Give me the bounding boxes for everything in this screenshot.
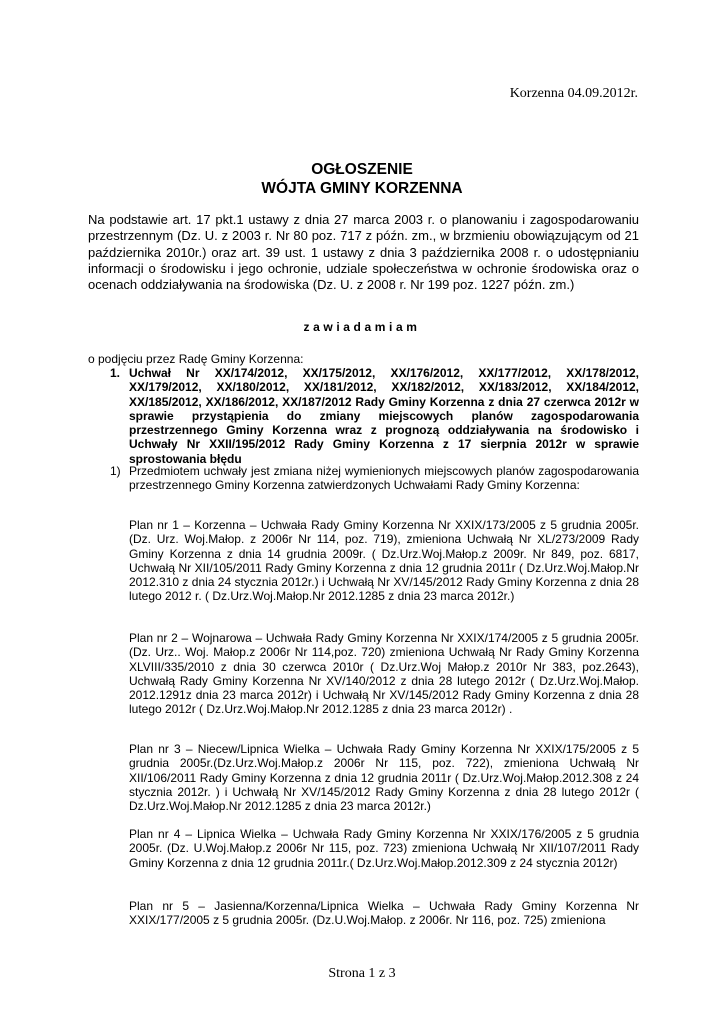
page-number: Strona 1 z 3 — [328, 966, 396, 981]
plan-paragraph-2: Plan nr 2 – Wojnarowa – Uchwała Rady Gminy Korzenna Nr XXIX/174/2005 z 5 grudnia 2005r. (Dz. Urz.. Woj. Małop.z 2006r Nr 114,poz. 720) zmieniona Uchwałą Nr Rady Gminy Korzenna XLVIII/335/2010 z dnia 30 czerwca 2010r ( Dz.Urz.Woj Małop.z 2010r Nr 383, poz.2643), Uchwałą Rady Gminy Korzenna Nr XV/140/2012 z dnia 28 lutego 2012r ( Dz.Urz.Woj.Małop. 2012.1291z dnia 23 marca 2012r) i Uchwałą Nr XV/145/2012 Rady Gminy Korzenna z dnia 28 lutego 2012r ( Dz.Urz.Woj.Małop.Nr 2012.1285 z dnia 23 marca 2012r) . — [129, 631, 639, 717]
list-item-1-number: 1. — [110, 366, 121, 380]
plan-paragraph-1: Plan nr 1 – Korzenna – Uchwała Rady Gminy Korzenna Nr XXIX/173/2005 z 5 grudnia 2005r. (Dz. Urz. Woj.Małop. z 2006r Nr 114, poz. 719), zmieniona Uchwałą Nr XL/273/2009 Rady Gminy Korzenna z dnia 14 grudnia 2009r. ( Dz.Urz.Woj.Małop.z 2009r. Nr 849, poz. 6817, Uchwałą Nr XII/105/2011 Rady Gminy Korzenna z dnia 12 grudnia 2011r ( Dz.Urz.Woj.Małop.Nr 2012.310 z dnia 24 stycznia 2012r.) i Uchwałą Nr XV/145/2012 Rady Gminy Korzenna z dnia 28 lutego 2012 r. ( Dz.Urz.Woj.Małop.Nr 2012.1285 z dnia 23 marca 2012r.) — [129, 518, 639, 604]
list-item-1-text: Uchwał Nr XX/174/2012, XX/175/2012, XX/176/2012, XX/177/2012, XX/178/2012, XX/179/2012, XX/180/2012, XX/181/2012, XX/182/2012, XX/183/2012, XX/184/2012, XX/185/2012, XX/186/2012, XX/187/2012 Rady Gminy Korzenna z dnia 27 czerwca 2012r w sprawie przystąpienia do zmiany miejscowych planów zagospodarowania przestrzennego Gminy Korzenna wraz z prognozą oddziaływania na środowisko i Uchwały Nr XXII/195/2012 Rady Gminy Korzenna z 17 sierpnia 2012r w sprawie sprostowania błędu — [129, 366, 639, 466]
list-item-2-text: Przedmiotem uchwały jest zmiana niżej wymienionych miejscowych planów zagospodarowania przestrzennego Gminy Korzenna zatwierdzonych Uchwałami Rady Gminy Korzenna: — [129, 464, 639, 493]
document-date: Korzenna 04.09.2012r. — [509, 86, 638, 101]
document-title — [0, 160, 724, 198]
notify-heading: zawiadamiam — [303, 320, 421, 334]
plan-paragraph-4: Plan nr 4 – Lipnica Wielka – Uchwała Rady Gminy Korzenna Nr XXIX/176/2005 z 5 grudnia 2005r. (Dz. U.Woj.Małop.z 2006r Nr 115, poz. 723) zmieniona Uchwałą Nr XII/107/2011 Rady Gminy Korzenna z dnia 12 grudnia 2011r.( Dz.Urz.Woj.Małop.2012.309 z 24 stycznia 2012r) — [129, 827, 639, 870]
plan-paragraph-5: Plan nr 5 – Jasienna/Korzenna/Lipnica Wielka – Uchwała Rady Gminy Korzenna Nr XXIX/177/2005 z 5 grudnia 2005r. (Dz.U.Woj.Małop. z 2006r. Nr 116, poz. 725) zmieniona — [129, 899, 639, 928]
title-line-1: OGŁOSZENIE — [311, 161, 413, 178]
preamble-text: o podjęciu przez Radę Gminy Korzenna: — [88, 352, 304, 366]
list-item-2 — [110, 464, 639, 493]
intro-paragraph: Na podstawie art. 17 pkt.1 ustawy z dnia 27 marca 2003 r. o planowaniu i zagospodarowaniu przestrzennym (Dz. U. z 2003 r. Nr 80 poz. 717 z późn. zm., w brzmieniu obowiązującym od 21 października 2010r.) oraz art. 39 ust. 1 ustawy z dnia 3 października 2008 r. o udostępnianiu informacji o środowisku i jego ochronie, udziale społeczeństwa w ochronie środowiska oraz o ocenach oddziaływania na środowiska (Dz. U. z 2008 r. Nr 199 poz. 1227 późn. zm.) — [88, 212, 639, 293]
title-line-2: WÓJTA GMINY KORZENNA — [261, 180, 463, 197]
list-item-2-number: 1) — [110, 464, 121, 478]
plan-paragraph-3: Plan nr 3 – Niecew/Lipnica Wielka – Uchwała Rady Gminy Korzenna Nr XXIX/175/2005 z 5 grudnia 2005r.(Dz.Urz.Woj.Małop.z 2006r Nr 115, poz. 722), zmieniona Uchwałą Nr XII/106/2011 Rady Gminy Korzenna z dnia 12 grudnia 2011r ( Dz.Urz.Woj.Małop.2012.308 z 24 stycznia 2012r. ) i Uchwałą Nr XV/145/2012 Rady Gminy Korzenna z dnia 28 lutego 2012r ( Dz.Urz.Woj.Małop.Nr 2012.1285 z dnia 23 marca 2012r.) — [129, 742, 639, 814]
list-item-1 — [110, 366, 639, 466]
